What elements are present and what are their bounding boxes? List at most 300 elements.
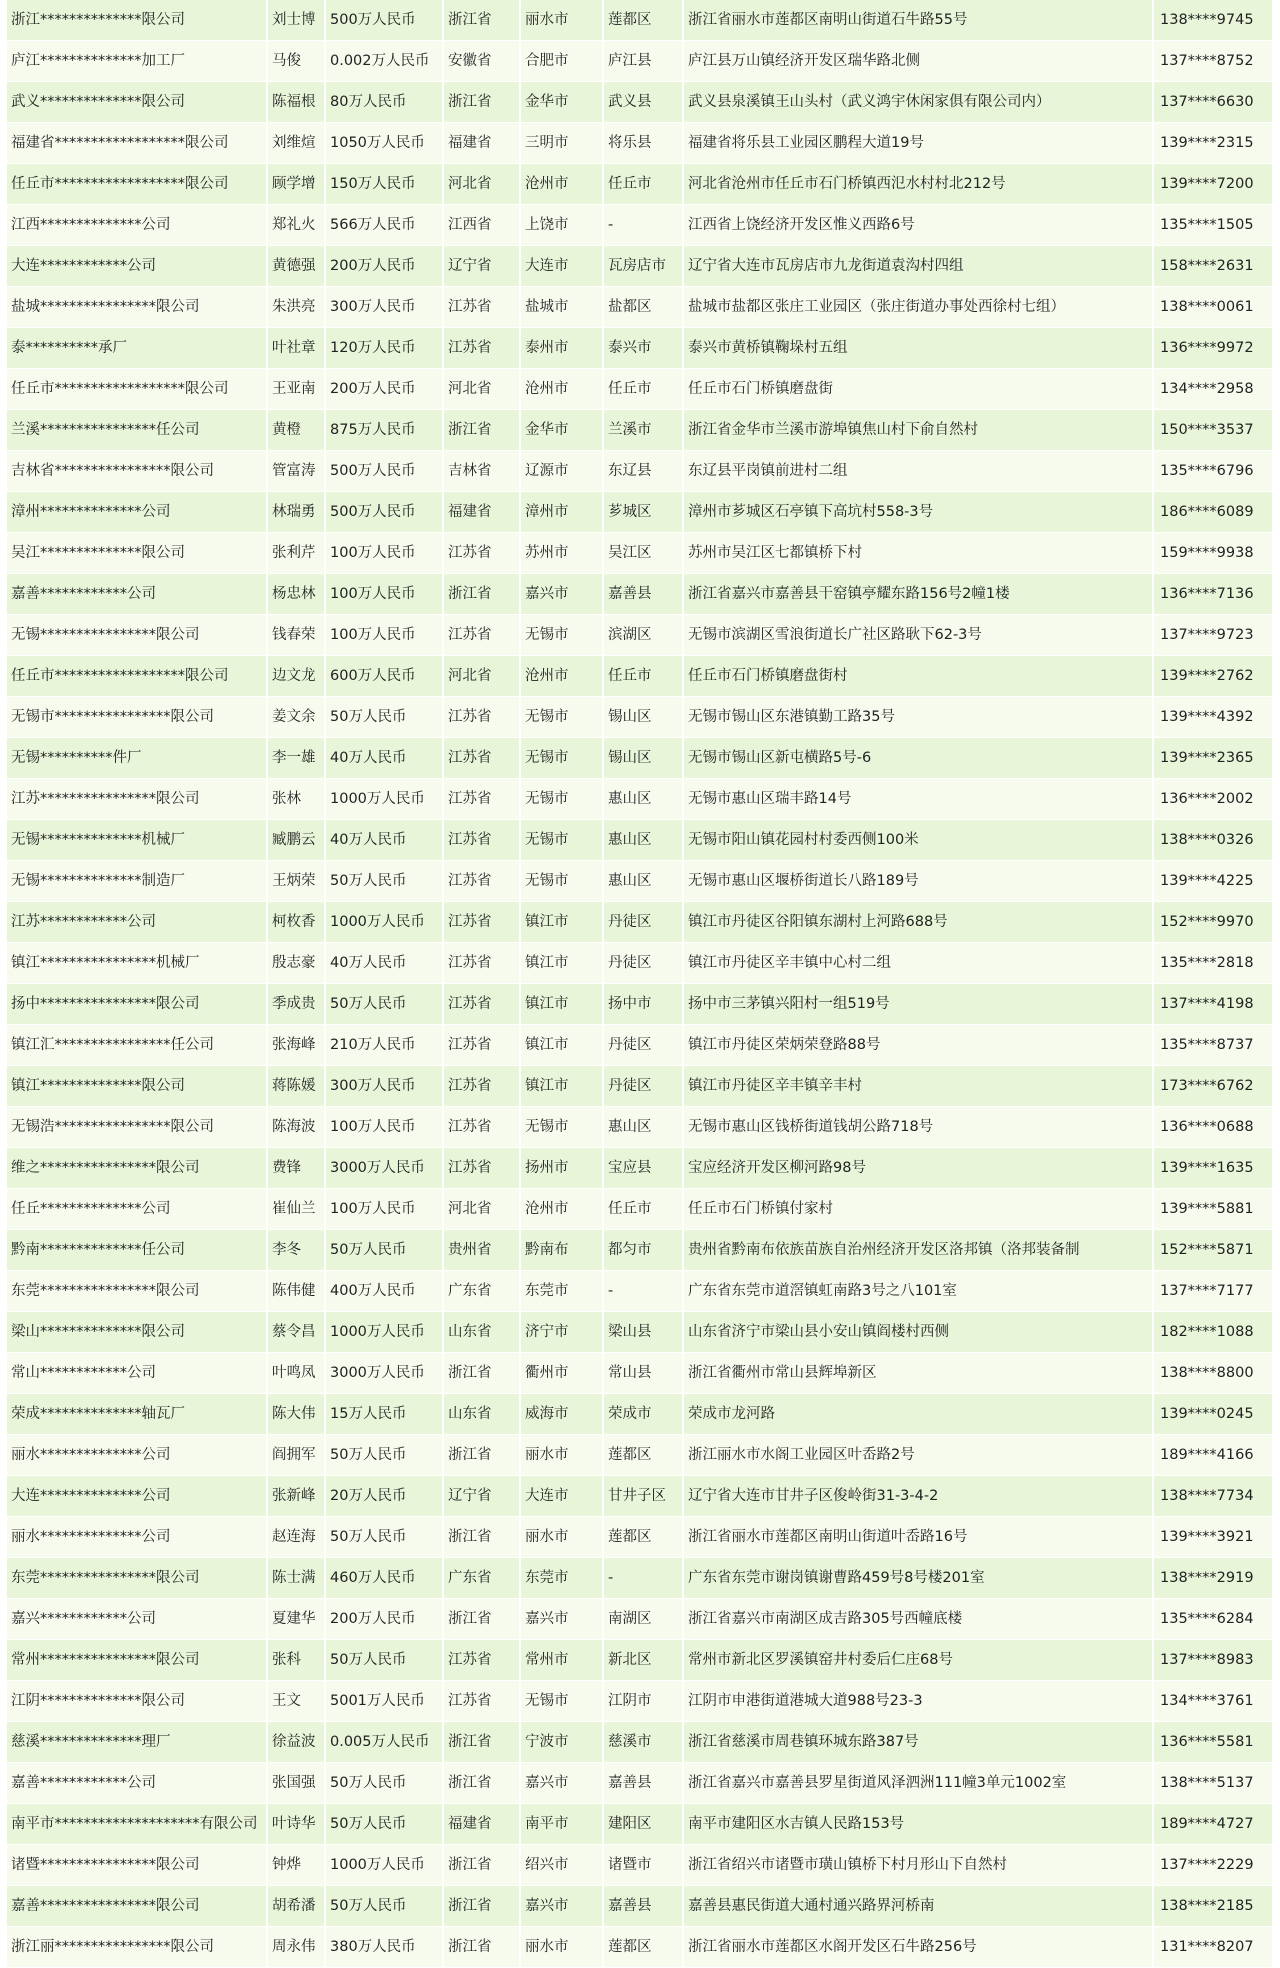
phone-cell: 138****0326: [1153, 820, 1273, 861]
phone-cell: 139****4392: [1153, 697, 1273, 738]
registered-capital-cell: 100万人民币: [325, 533, 443, 574]
address-cell: 荣成市龙河路: [683, 1394, 1153, 1435]
district-cell: -: [603, 1271, 683, 1312]
company-name-cell: 大连************公司: [7, 246, 267, 287]
table-row: [7, 287, 1273, 328]
city-cell: 无锡市: [520, 1107, 603, 1148]
company-name-cell: 吴江**************限公司: [7, 533, 267, 574]
district-cell: 常山县: [603, 1353, 683, 1394]
district-cell: 荣成市: [603, 1394, 683, 1435]
phone-cell: 139****2365: [1153, 738, 1273, 779]
district-cell: 将乐县: [603, 123, 683, 164]
city-cell: 黔南布: [520, 1230, 603, 1271]
province-cell: 河北省: [443, 1189, 520, 1230]
address-cell: 盐城市盐都区张庄工业园区（张庄街道办事处西徐村七组）: [683, 287, 1153, 328]
company-name-cell: 任丘市******************限公司: [7, 369, 267, 410]
registered-capital-cell: 210万人民币: [325, 1025, 443, 1066]
legal-rep-cell: 张国强: [267, 1763, 325, 1804]
province-cell: 江苏省: [443, 697, 520, 738]
table-row: [7, 779, 1273, 820]
city-cell: 丽水市: [520, 0, 603, 41]
city-cell: 无锡市: [520, 615, 603, 656]
registered-capital-cell: 0.005万人民币: [325, 1722, 443, 1763]
company-name-cell: 梁山**************限公司: [7, 1312, 267, 1353]
table-row: [7, 533, 1273, 574]
phone-cell: 134****2958: [1153, 369, 1273, 410]
address-cell: 福建省将乐县工业园区鹏程大道19号: [683, 123, 1153, 164]
company-name-cell: 镇江****************机械厂: [7, 943, 267, 984]
phone-cell: 139****2315: [1153, 123, 1273, 164]
legal-rep-cell: 姜文余: [267, 697, 325, 738]
province-cell: 浙江省: [443, 410, 520, 451]
phone-cell: 158****2631: [1153, 246, 1273, 287]
province-cell: 河北省: [443, 656, 520, 697]
district-cell: -: [603, 205, 683, 246]
city-cell: 南平市: [520, 1804, 603, 1845]
district-cell: 嘉善县: [603, 574, 683, 615]
province-cell: 浙江省: [443, 1435, 520, 1476]
province-cell: 贵州省: [443, 1230, 520, 1271]
table-row: [7, 1599, 1273, 1640]
table-row: [7, 574, 1273, 615]
table-row: [7, 656, 1273, 697]
table-row: [7, 369, 1273, 410]
company-name-cell: 扬中****************限公司: [7, 984, 267, 1025]
city-cell: 大连市: [520, 246, 603, 287]
province-cell: 河北省: [443, 164, 520, 205]
legal-rep-cell: 崔仙兰: [267, 1189, 325, 1230]
address-cell: 浙江丽水市水阁工业园区叶岙路2号: [683, 1435, 1153, 1476]
city-cell: 丽水市: [520, 1517, 603, 1558]
table-row: [7, 246, 1273, 287]
table-row: [7, 1312, 1273, 1353]
company-name-cell: 嘉善****************限公司: [7, 1886, 267, 1927]
registered-capital-cell: 50万人民币: [325, 1230, 443, 1271]
table-row: [7, 1558, 1273, 1599]
legal-rep-cell: 胡希潘: [267, 1886, 325, 1927]
company-name-cell: 东莞****************限公司: [7, 1271, 267, 1312]
phone-cell: 136****9972: [1153, 328, 1273, 369]
phone-cell: 136****2002: [1153, 779, 1273, 820]
province-cell: 江苏省: [443, 1681, 520, 1722]
address-cell: 镇江市丹徒区辛丰镇辛丰村: [683, 1066, 1153, 1107]
phone-cell: 138****5137: [1153, 1763, 1273, 1804]
legal-rep-cell: 边文龙: [267, 656, 325, 697]
table-row: [7, 1271, 1273, 1312]
table-row: [7, 1189, 1273, 1230]
province-cell: 江西省: [443, 205, 520, 246]
phone-cell: 135****2818: [1153, 943, 1273, 984]
city-cell: 沧州市: [520, 1189, 603, 1230]
legal-rep-cell: 季成贵: [267, 984, 325, 1025]
registered-capital-cell: 3000万人民币: [325, 1353, 443, 1394]
table-row: [7, 738, 1273, 779]
registered-capital-cell: 50万人民币: [325, 697, 443, 738]
table-row: [7, 1435, 1273, 1476]
phone-cell: 152****9970: [1153, 902, 1273, 943]
district-cell: 丹徒区: [603, 902, 683, 943]
company-name-cell: 任丘市******************限公司: [7, 656, 267, 697]
province-cell: 江苏省: [443, 1107, 520, 1148]
legal-rep-cell: 王亚南: [267, 369, 325, 410]
district-cell: 南湖区: [603, 1599, 683, 1640]
registered-capital-cell: 150万人民币: [325, 164, 443, 205]
table-row: [7, 0, 1273, 41]
registered-capital-cell: 500万人民币: [325, 451, 443, 492]
phone-cell: 139****2762: [1153, 656, 1273, 697]
phone-cell: 137****8983: [1153, 1640, 1273, 1681]
address-cell: 东辽县平岗镇前进村二组: [683, 451, 1153, 492]
province-cell: 山东省: [443, 1394, 520, 1435]
table-row: [7, 82, 1273, 123]
legal-rep-cell: 臧鹏云: [267, 820, 325, 861]
address-cell: 无锡市惠山区钱桥街道钱胡公路718号: [683, 1107, 1153, 1148]
city-cell: 无锡市: [520, 738, 603, 779]
registered-capital-cell: 566万人民币: [325, 205, 443, 246]
address-cell: 浙江省绍兴市诸暨市璜山镇桥下村月形山下自然村: [683, 1845, 1153, 1886]
legal-rep-cell: 管富涛: [267, 451, 325, 492]
legal-rep-cell: 刘士博: [267, 0, 325, 41]
table-row: [7, 1066, 1273, 1107]
province-cell: 江苏省: [443, 779, 520, 820]
district-cell: 惠山区: [603, 1107, 683, 1148]
province-cell: 江苏省: [443, 1066, 520, 1107]
district-cell: 建阳区: [603, 1804, 683, 1845]
legal-rep-cell: 李冬: [267, 1230, 325, 1271]
legal-rep-cell: 叶社章: [267, 328, 325, 369]
district-cell: 慈溪市: [603, 1722, 683, 1763]
legal-rep-cell: 张海峰: [267, 1025, 325, 1066]
registered-capital-cell: 50万人民币: [325, 1517, 443, 1558]
address-cell: 常州市新北区罗溪镇窑井村委后仁庄68号: [683, 1640, 1153, 1681]
district-cell: 盐都区: [603, 287, 683, 328]
district-cell: 任丘市: [603, 1189, 683, 1230]
city-cell: 苏州市: [520, 533, 603, 574]
registered-capital-cell: 3000万人民币: [325, 1148, 443, 1189]
company-name-cell: 荣成**************轴瓦厂: [7, 1394, 267, 1435]
district-cell: 锡山区: [603, 738, 683, 779]
city-cell: 衢州市: [520, 1353, 603, 1394]
district-cell: 惠山区: [603, 820, 683, 861]
address-cell: 浙江省丽水市莲都区水阁开发区石牛路256号: [683, 1927, 1153, 1968]
province-cell: 江苏省: [443, 861, 520, 902]
district-cell: 瓦房店市: [603, 246, 683, 287]
district-cell: 东辽县: [603, 451, 683, 492]
table-row: [7, 1804, 1273, 1845]
city-cell: 嘉兴市: [520, 1599, 603, 1640]
legal-rep-cell: 黄橙: [267, 410, 325, 451]
registered-capital-cell: 100万人民币: [325, 615, 443, 656]
province-cell: 江苏省: [443, 943, 520, 984]
registered-capital-cell: 1000万人民币: [325, 902, 443, 943]
district-cell: 任丘市: [603, 164, 683, 205]
address-cell: 泰兴市黄桥镇鞠垛村五组: [683, 328, 1153, 369]
phone-cell: 135****6284: [1153, 1599, 1273, 1640]
table-row: [7, 1107, 1273, 1148]
legal-rep-cell: 张林: [267, 779, 325, 820]
province-cell: 浙江省: [443, 574, 520, 615]
legal-rep-cell: 钱春荣: [267, 615, 325, 656]
legal-rep-cell: 顾学增: [267, 164, 325, 205]
legal-rep-cell: 徐益波: [267, 1722, 325, 1763]
city-cell: 嘉兴市: [520, 1886, 603, 1927]
table-row: [7, 1148, 1273, 1189]
city-cell: 沧州市: [520, 164, 603, 205]
city-cell: 绍兴市: [520, 1845, 603, 1886]
city-cell: 丽水市: [520, 1927, 603, 1968]
address-cell: 江西省上饶经济开发区惟义西路6号: [683, 205, 1153, 246]
legal-rep-cell: 陈伟健: [267, 1271, 325, 1312]
city-cell: 无锡市: [520, 820, 603, 861]
phone-cell: 139****0245: [1153, 1394, 1273, 1435]
city-cell: 威海市: [520, 1394, 603, 1435]
phone-cell: 186****6089: [1153, 492, 1273, 533]
city-cell: 东莞市: [520, 1558, 603, 1599]
company-name-cell: 嘉善************公司: [7, 574, 267, 615]
legal-rep-cell: 夏建华: [267, 1599, 325, 1640]
legal-rep-cell: 叶鸣凤: [267, 1353, 325, 1394]
address-cell: 辽宁省大连市瓦房店市九龙街道袁沟村四组: [683, 246, 1153, 287]
registered-capital-cell: 460万人民币: [325, 1558, 443, 1599]
province-cell: 河北省: [443, 369, 520, 410]
district-cell: 莲都区: [603, 0, 683, 41]
phone-cell: 139****5881: [1153, 1189, 1273, 1230]
company-name-cell: 兰溪****************任公司: [7, 410, 267, 451]
phone-cell: 137****9723: [1153, 615, 1273, 656]
table-row: [7, 615, 1273, 656]
address-cell: 镇江市丹徒区谷阳镇东湖村上河路688号: [683, 902, 1153, 943]
city-cell: 无锡市: [520, 861, 603, 902]
company-name-cell: 大连**************公司: [7, 1476, 267, 1517]
table-row: [7, 1722, 1273, 1763]
company-name-cell: 无锡****************限公司: [7, 615, 267, 656]
table-row: [7, 1886, 1273, 1927]
address-cell: 宝应经济开发区柳河路98号: [683, 1148, 1153, 1189]
table-row: [7, 984, 1273, 1025]
company-name-cell: 丽水**************公司: [7, 1517, 267, 1558]
address-cell: 无锡市锡山区东港镇勤工路35号: [683, 697, 1153, 738]
phone-cell: 138****0061: [1153, 287, 1273, 328]
city-cell: 嘉兴市: [520, 1763, 603, 1804]
phone-cell: 136****5581: [1153, 1722, 1273, 1763]
company-name-cell: 镇江**************限公司: [7, 1066, 267, 1107]
district-cell: 庐江县: [603, 41, 683, 82]
legal-rep-cell: 蔡令昌: [267, 1312, 325, 1353]
table-row: [7, 123, 1273, 164]
province-cell: 广东省: [443, 1558, 520, 1599]
table-row: [7, 410, 1273, 451]
table-row: [7, 1927, 1273, 1968]
registered-capital-cell: 50万人民币: [325, 1763, 443, 1804]
address-cell: 辽宁省大连市甘井子区俊岭街31-3-4-2: [683, 1476, 1153, 1517]
address-cell: 南平市建阳区水吉镇人民路153号: [683, 1804, 1153, 1845]
city-cell: 金华市: [520, 410, 603, 451]
city-cell: 盐城市: [520, 287, 603, 328]
address-cell: 无锡市滨湖区雪浪街道长广社区路耿下62-3号: [683, 615, 1153, 656]
district-cell: 嘉善县: [603, 1886, 683, 1927]
table-row: [7, 1230, 1273, 1271]
legal-rep-cell: 王文: [267, 1681, 325, 1722]
district-cell: 扬中市: [603, 984, 683, 1025]
district-cell: 丹徒区: [603, 1025, 683, 1066]
phone-cell: 152****5871: [1153, 1230, 1273, 1271]
table-row: [7, 1845, 1273, 1886]
registered-capital-cell: 50万人民币: [325, 1886, 443, 1927]
company-name-cell: 江阴**************限公司: [7, 1681, 267, 1722]
district-cell: -: [603, 1558, 683, 1599]
phone-cell: 159****9938: [1153, 533, 1273, 574]
table-row: [7, 1681, 1273, 1722]
phone-cell: 137****8752: [1153, 41, 1273, 82]
address-cell: 扬中市三茅镇兴阳村一组519号: [683, 984, 1153, 1025]
legal-rep-cell: 刘维煊: [267, 123, 325, 164]
legal-rep-cell: 郑礼火: [267, 205, 325, 246]
city-cell: 三明市: [520, 123, 603, 164]
table-row: [7, 1353, 1273, 1394]
district-cell: 嘉善县: [603, 1763, 683, 1804]
company-name-cell: 浙江丽****************限公司: [7, 1927, 267, 1968]
phone-cell: 150****3537: [1153, 410, 1273, 451]
province-cell: 江苏省: [443, 328, 520, 369]
city-cell: 镇江市: [520, 1025, 603, 1066]
province-cell: 山东省: [443, 1312, 520, 1353]
legal-rep-cell: 陈大伟: [267, 1394, 325, 1435]
province-cell: 江苏省: [443, 984, 520, 1025]
province-cell: 浙江省: [443, 0, 520, 41]
city-cell: 常州市: [520, 1640, 603, 1681]
phone-cell: 135****8737: [1153, 1025, 1273, 1066]
company-name-cell: 常州****************限公司: [7, 1640, 267, 1681]
phone-cell: 137****2229: [1153, 1845, 1273, 1886]
company-name-cell: 吉林省****************限公司: [7, 451, 267, 492]
registered-capital-cell: 875万人民币: [325, 410, 443, 451]
company-table: [7, 0, 1274, 1968]
company-name-cell: 任丘市******************限公司: [7, 164, 267, 205]
district-cell: 武义县: [603, 82, 683, 123]
province-cell: 江苏省: [443, 533, 520, 574]
address-cell: 贵州省黔南布依族苗族自治州经济开发区洛邦镇（洛邦装备制: [683, 1230, 1153, 1271]
province-cell: 浙江省: [443, 1599, 520, 1640]
phone-cell: 189****4166: [1153, 1435, 1273, 1476]
address-cell: 无锡市惠山区堰桥街道长八路189号: [683, 861, 1153, 902]
registered-capital-cell: 100万人民币: [325, 1189, 443, 1230]
phone-cell: 137****7177: [1153, 1271, 1273, 1312]
registered-capital-cell: 1000万人民币: [325, 1312, 443, 1353]
legal-rep-cell: 赵连海: [267, 1517, 325, 1558]
city-cell: 济宁市: [520, 1312, 603, 1353]
province-cell: 江苏省: [443, 1025, 520, 1066]
address-cell: 镇江市丹徒区荣炳荣登路88号: [683, 1025, 1153, 1066]
registered-capital-cell: 50万人民币: [325, 1435, 443, 1476]
legal-rep-cell: 张科: [267, 1640, 325, 1681]
district-cell: 甘井子区: [603, 1476, 683, 1517]
province-cell: 浙江省: [443, 1845, 520, 1886]
table-row: [7, 1763, 1273, 1804]
registered-capital-cell: 50万人民币: [325, 1640, 443, 1681]
registered-capital-cell: 300万人民币: [325, 287, 443, 328]
phone-cell: 182****1088: [1153, 1312, 1273, 1353]
registered-capital-cell: 40万人民币: [325, 820, 443, 861]
legal-rep-cell: 殷志豪: [267, 943, 325, 984]
district-cell: 新北区: [603, 1640, 683, 1681]
company-name-cell: 诸暨****************限公司: [7, 1845, 267, 1886]
registered-capital-cell: 1000万人民币: [325, 1845, 443, 1886]
city-cell: 泰州市: [520, 328, 603, 369]
address-cell: 浙江省金华市兰溪市游埠镇焦山村下俞自然村: [683, 410, 1153, 451]
company-name-cell: 嘉兴************公司: [7, 1599, 267, 1640]
phone-cell: 138****7734: [1153, 1476, 1273, 1517]
city-cell: 漳州市: [520, 492, 603, 533]
company-name-cell: 江西**************公司: [7, 205, 267, 246]
city-cell: 无锡市: [520, 1681, 603, 1722]
legal-rep-cell: 杨忠林: [267, 574, 325, 615]
city-cell: 东莞市: [520, 1271, 603, 1312]
registered-capital-cell: 50万人民币: [325, 984, 443, 1025]
legal-rep-cell: 朱洪亮: [267, 287, 325, 328]
address-cell: 浙江省慈溪市周巷镇环城东路387号: [683, 1722, 1153, 1763]
city-cell: 镇江市: [520, 943, 603, 984]
address-cell: 任丘市石门桥镇磨盘街村: [683, 656, 1153, 697]
company-name-cell: 慈溪**************理厂: [7, 1722, 267, 1763]
address-cell: 庐江县万山镇经济开发区瑞华路北侧: [683, 41, 1153, 82]
company-name-cell: 无锡市****************限公司: [7, 697, 267, 738]
legal-rep-cell: 林瑞勇: [267, 492, 325, 533]
phone-cell: 138****2919: [1153, 1558, 1273, 1599]
company-name-cell: 东莞****************限公司: [7, 1558, 267, 1599]
table-row: [7, 1394, 1273, 1435]
company-name-cell: 南平市********************有限公司: [7, 1804, 267, 1845]
city-cell: 沧州市: [520, 656, 603, 697]
city-cell: 大连市: [520, 1476, 603, 1517]
city-cell: 扬州市: [520, 1148, 603, 1189]
table-body: [7, 0, 1273, 1968]
registered-capital-cell: 400万人民币: [325, 1271, 443, 1312]
province-cell: 安徽省: [443, 41, 520, 82]
table-row: [7, 1517, 1273, 1558]
registered-capital-cell: 100万人民币: [325, 1107, 443, 1148]
phone-cell: 139****4225: [1153, 861, 1273, 902]
district-cell: 宝应县: [603, 1148, 683, 1189]
legal-rep-cell: 陈海波: [267, 1107, 325, 1148]
registered-capital-cell: 1000万人民币: [325, 779, 443, 820]
city-cell: 嘉兴市: [520, 574, 603, 615]
district-cell: 滨湖区: [603, 615, 683, 656]
company-name-cell: 盐城****************限公司: [7, 287, 267, 328]
table-row: [7, 1025, 1273, 1066]
phone-cell: 135****1505: [1153, 205, 1273, 246]
province-cell: 广东省: [443, 1271, 520, 1312]
phone-cell: 136****7136: [1153, 574, 1273, 615]
legal-rep-cell: 张利芹: [267, 533, 325, 574]
company-name-cell: 丽水**************公司: [7, 1435, 267, 1476]
city-cell: 无锡市: [520, 697, 603, 738]
table-row: [7, 1476, 1273, 1517]
address-cell: 苏州市吴江区七都镇桥下村: [683, 533, 1153, 574]
district-cell: 兰溪市: [603, 410, 683, 451]
city-cell: 宁波市: [520, 1722, 603, 1763]
company-name-cell: 浙江**************限公司: [7, 0, 267, 41]
province-cell: 福建省: [443, 123, 520, 164]
registered-capital-cell: 40万人民币: [325, 943, 443, 984]
city-cell: 上饶市: [520, 205, 603, 246]
address-cell: 浙江省丽水市莲都区南明山街道叶岙路16号: [683, 1517, 1153, 1558]
company-name-cell: 江苏************公司: [7, 902, 267, 943]
phone-cell: 173****6762: [1153, 1066, 1273, 1107]
province-cell: 浙江省: [443, 1722, 520, 1763]
district-cell: 惠山区: [603, 779, 683, 820]
registered-capital-cell: 200万人民币: [325, 1599, 443, 1640]
registered-capital-cell: 20万人民币: [325, 1476, 443, 1517]
